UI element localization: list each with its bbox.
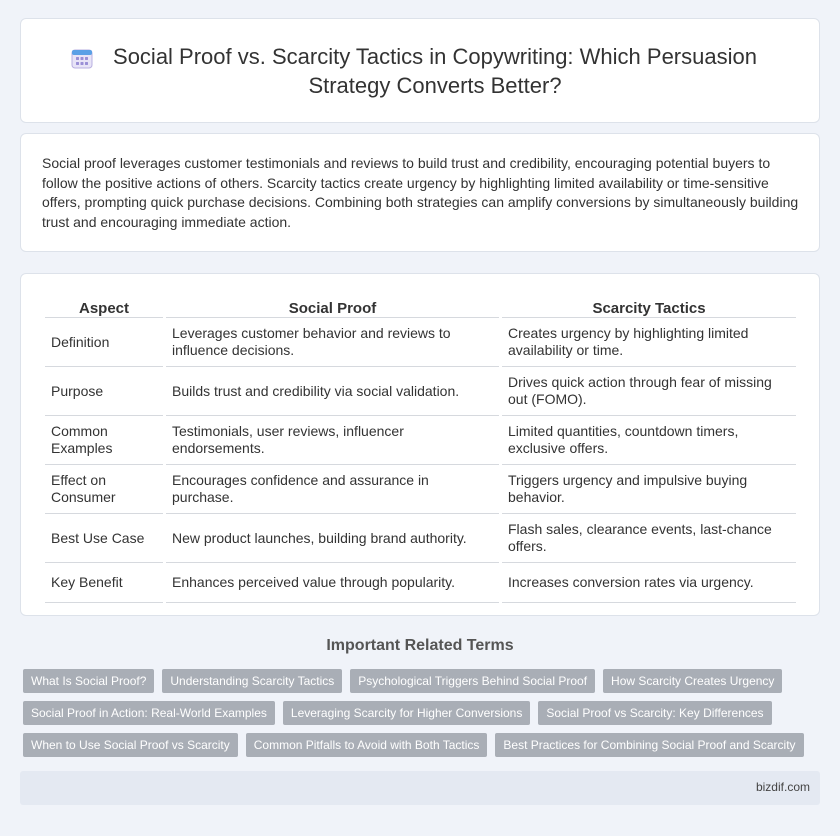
related-term-tag[interactable]: What Is Social Proof? [23,669,154,693]
aspect-cell: Definition [45,318,163,367]
tag-row [23,733,823,757]
table-row [45,465,796,514]
comparison-card [20,273,820,616]
footer [20,771,820,805]
related-term-tag[interactable]: How Scarcity Creates Urgency [603,669,782,693]
intro-paragraph: Social proof leverages customer testimonials and reviews to build trust and credibility, encouraging potential buyers to follow the positive actions of others. Scarcity tactics create urgency by highlighting limited availability or time-sensitive offers, prompting quick purchase decisions. Combining both strategies can amplify conversions by simultaneously building trust and encouraging immediate action. [42,155,799,230]
tag-row [23,669,823,693]
scarcity-cell: Creates urgency by highlighting limited availability or time. [502,318,796,367]
scarcity-cell: Triggers urgency and impulsive buying behavior. [502,465,796,514]
header-scarcity-tactics: Scarcity Tactics [502,296,796,318]
related-term-tag[interactable]: Social Proof vs Scarcity: Key Differences [538,701,771,725]
table-row [45,514,796,563]
aspect-cell: Effect on Consumer [45,465,163,514]
scarcity-cell: Limited quantities, countdown timers, exclusive offers. [502,416,796,465]
table-row [45,318,796,367]
page-title: Social Proof vs. Scarcity Tactics in Copywriting: Which Persuasion Strategy Converts Better? [113,43,757,98]
table-row [45,563,796,603]
related-term-tag[interactable]: Leveraging Scarcity for Higher Conversions [283,701,530,725]
related-term-tag[interactable]: Psychological Triggers Behind Social Proof [350,669,595,693]
aspect-cell: Common Examples [45,416,163,465]
intro-card [20,133,820,252]
related-term-tag[interactable]: Common Pitfalls to Avoid with Both Tactics [246,733,488,757]
aspect-cell: Key Benefit [45,563,163,603]
footer-site-name[interactable]: bizdif.com [755,780,810,794]
table-row [45,416,796,465]
social-proof-cell: Testimonials, user reviews, influencer endorsements. [166,416,499,465]
header-aspect: Aspect [45,296,163,318]
header-social-proof: Social Proof [166,296,499,318]
related-term-tag[interactable]: Understanding Scarcity Tactics [162,669,342,693]
scarcity-cell: Flash sales, clearance events, last-chance offers. [502,514,796,563]
table-row [45,367,796,416]
aspect-cell: Best Use Case [45,514,163,563]
comparison-table [42,296,799,603]
social-proof-cell: Leverages customer behavior and reviews to influence decisions. [166,318,499,367]
social-proof-cell: New product launches, building brand authority. [166,514,499,563]
related-terms-tags [23,669,823,765]
tag-row [23,701,823,725]
related-term-tag[interactable]: Social Proof in Action: Real-World Examples [23,701,275,725]
header-card [20,18,820,123]
aspect-cell: Purpose [45,367,163,416]
social-proof-cell: Enhances perceived value through popularity. [166,563,499,603]
scarcity-cell: Increases conversion rates via urgency. [502,563,796,603]
social-proof-cell: Builds trust and credibility via social validation. [166,367,499,416]
related-term-tag[interactable]: Best Practices for Combining Social Proof and Scarcity [495,733,803,757]
related-terms-title: Important Related Terms [326,637,514,654]
related-term-tag[interactable]: When to Use Social Proof vs Scarcity [23,733,238,757]
scarcity-cell: Drives quick action through fear of missing out (FOMO). [502,367,796,416]
social-proof-cell: Encourages confidence and assurance in purchase. [166,465,499,514]
table-header-row [45,296,796,318]
